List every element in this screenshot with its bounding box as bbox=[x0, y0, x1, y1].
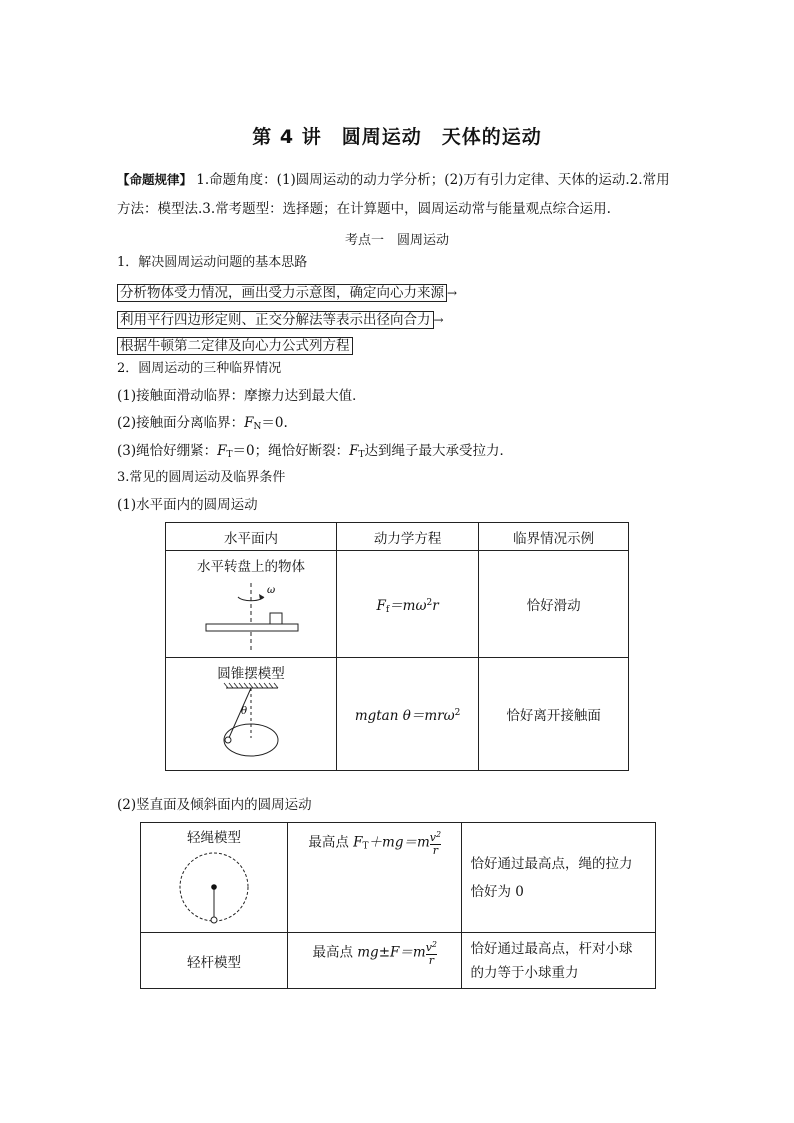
line3-b: ＝0；绳恰好断裂： bbox=[232, 443, 350, 459]
step-3-box: 根据牛顿第二定律及向心力公式列方程 bbox=[117, 337, 353, 355]
equation-cell bbox=[288, 933, 462, 989]
table-row bbox=[166, 551, 629, 658]
line2-prefix: (2)接触面分离临界： bbox=[117, 415, 245, 431]
fraction-denominator: r bbox=[432, 844, 439, 857]
eq-symbol: F bbox=[376, 597, 386, 614]
fraction bbox=[430, 829, 441, 857]
omega-label: ω bbox=[267, 585, 276, 596]
intro-label: 【命题规律】 bbox=[117, 172, 193, 187]
step-1 bbox=[117, 282, 457, 301]
equation-cell bbox=[288, 823, 462, 933]
fraction-numerator bbox=[430, 829, 441, 845]
critical-cell bbox=[462, 933, 656, 989]
step-2-box: 利用平行四边形定则、正交分解法等表示出径向合力 bbox=[117, 311, 434, 329]
item2-line-1: (1)接触面滑动临界：摩擦力达到最大值． bbox=[117, 388, 366, 404]
eq-subscript: f bbox=[385, 604, 390, 615]
eq-prefix: 最高点 bbox=[308, 834, 354, 851]
table-row bbox=[166, 658, 629, 771]
intro-line-2: 方法：模型法.3.常考题型：选择题；在计算题中，圆周运动常与能量观点综合运用. bbox=[117, 201, 611, 217]
section-heading: 考点一 圆周运动 bbox=[344, 233, 449, 248]
item2-line-3 bbox=[117, 442, 513, 464]
light-rope-diagram bbox=[141, 846, 287, 928]
table-header: 动力学方程 bbox=[337, 523, 479, 551]
page-title: 第 4 讲 圆周运动 天体的运动 bbox=[252, 126, 542, 148]
intro-text-1: 1.命题角度：(1)圆周运动的动力学分析；(2)万有引力定律、天体的运动.2.常用 bbox=[192, 172, 670, 188]
model-cell bbox=[141, 823, 288, 933]
eq-prefix: 最高点 bbox=[312, 944, 358, 961]
intro-line-1 bbox=[117, 171, 670, 189]
equation-cell bbox=[337, 551, 479, 658]
model-label: 水平转盘上的物体 bbox=[197, 559, 305, 575]
critical-cell: 恰好离开接触面 bbox=[479, 658, 629, 771]
item3-heading: 3.常见的圆周运动及临界条件 bbox=[117, 470, 286, 485]
force-symbol: F bbox=[244, 415, 254, 431]
eq-superscript: 2 bbox=[454, 708, 461, 718]
item2-heading: 2．圆周运动的三种临界情况 bbox=[117, 361, 282, 376]
frac-sup: 2 bbox=[431, 940, 437, 949]
eq-superscript: 2 bbox=[426, 597, 433, 608]
eq-text: mgtan θ＝mrω bbox=[354, 708, 455, 724]
step-3 bbox=[117, 335, 353, 354]
step-2 bbox=[117, 309, 444, 328]
fraction-denominator: r bbox=[428, 954, 434, 967]
turntable-diagram bbox=[166, 575, 336, 653]
line2-suffix: ＝0. bbox=[261, 415, 288, 431]
frac-sup: 2 bbox=[436, 830, 442, 839]
critical-line-2: 的力等于小球重力 bbox=[470, 964, 579, 981]
model-label: 圆锥摆模型 bbox=[217, 666, 285, 682]
step-1-box: 分析物体受力情况，画出受力示意图，确定向心力来源 bbox=[117, 284, 447, 302]
frac-num: v bbox=[429, 831, 436, 844]
table-header: 水平面内 bbox=[166, 523, 337, 551]
force-symbol: F bbox=[217, 443, 227, 459]
frac-num: v bbox=[425, 941, 432, 954]
eq-end: r bbox=[432, 597, 439, 614]
force-symbol: F bbox=[349, 443, 359, 459]
table-vertical bbox=[140, 822, 656, 989]
line3-a: (3)绳恰好绷紧： bbox=[117, 443, 218, 459]
table-header: 临界情况示例 bbox=[479, 523, 629, 551]
conical-pendulum-diagram bbox=[166, 682, 336, 766]
theta-label: θ bbox=[241, 706, 248, 717]
table-header-row bbox=[166, 523, 629, 551]
eq-symbol: F bbox=[353, 834, 363, 851]
model-label: 轻绳模型 bbox=[187, 830, 241, 846]
eq-middle: mg±F＝m bbox=[357, 944, 426, 961]
model-cell bbox=[166, 551, 337, 658]
item1-heading: 1．解决圆周运动问题的基本思路 bbox=[117, 255, 308, 270]
equation-cell bbox=[337, 658, 479, 771]
table-horizontal bbox=[165, 522, 629, 771]
critical-line-1: 恰好通过最高点，杆对小球 bbox=[470, 940, 633, 957]
critical-cell: 恰好滑动 bbox=[479, 551, 629, 658]
item3-sub1: (1)水平面内的圆周运动 bbox=[117, 497, 258, 513]
table-row bbox=[141, 823, 656, 933]
item3-sub2: (2)竖直面及倾斜面内的圆周运动 bbox=[117, 797, 312, 813]
critical-cell bbox=[462, 823, 656, 933]
arrow-right-icon: → bbox=[433, 313, 444, 327]
item2-line-2 bbox=[117, 414, 288, 436]
model-cell bbox=[166, 658, 337, 771]
force-subscript: T bbox=[358, 450, 365, 460]
force-subscript: T bbox=[226, 450, 233, 460]
fraction-numerator bbox=[426, 939, 437, 955]
force-subscript: N bbox=[253, 422, 262, 432]
arrow-right-icon: → bbox=[447, 286, 458, 300]
model-cell: 轻杆模型 bbox=[141, 933, 288, 989]
eq-middle: ＝mω bbox=[389, 597, 427, 614]
critical-line-2: 恰好为 0 bbox=[470, 883, 524, 900]
eq-subscript: T bbox=[362, 841, 369, 852]
line3-c: 达到绳子最大承受拉力． bbox=[364, 443, 513, 459]
eq-middle: ＋mg＝m bbox=[368, 834, 430, 851]
table-row bbox=[141, 933, 656, 989]
critical-line-1: 恰好通过最高点，绳的拉力 bbox=[470, 855, 633, 872]
fraction bbox=[426, 939, 437, 967]
